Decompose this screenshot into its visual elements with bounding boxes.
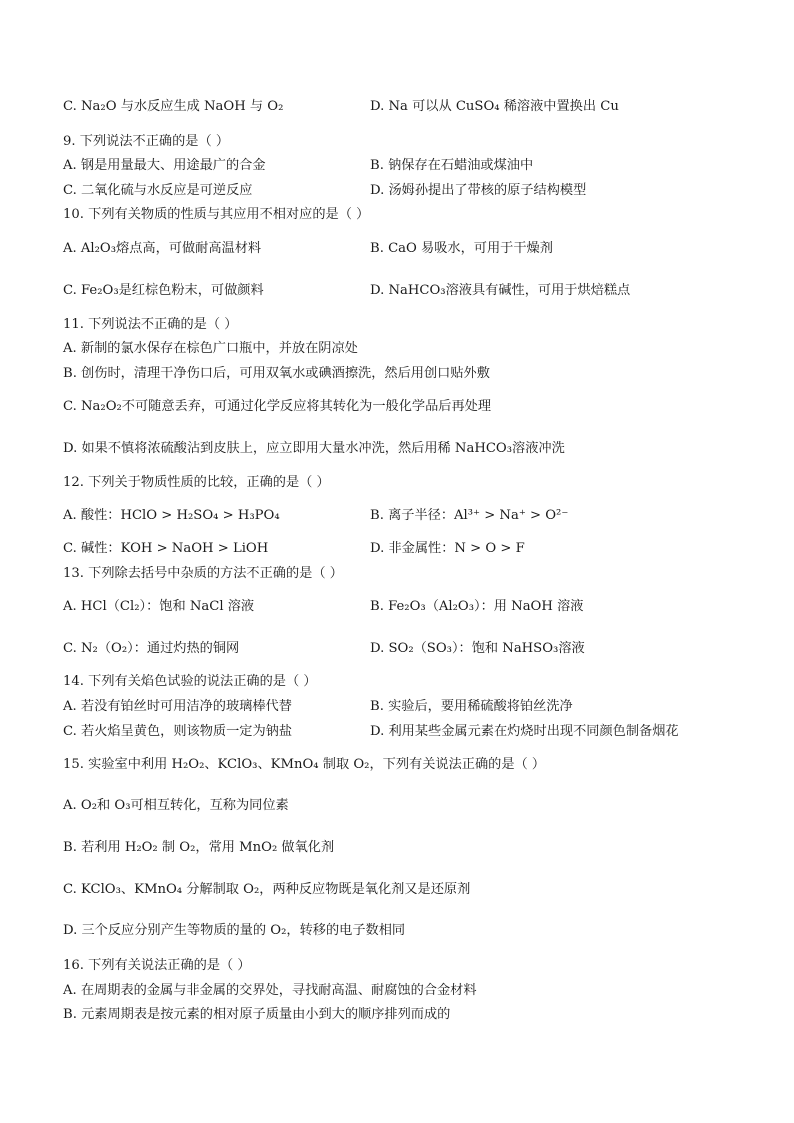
q11-option-b: B. 创伤时，清理干净伤口后，可用双氧水或碘酒擦洗，然后用创口贴外敷 (63, 366, 490, 381)
q9-option-a: A. 钢是用量最大、用途最广的合金 (63, 158, 266, 173)
q10-option-c: C. Fe₂O₃是红棕色粉末，可做颜料 (63, 283, 264, 298)
q12-option-c: C. 碱性：KOH > NaOH > LiOH (63, 541, 269, 556)
q11-option-a: A. 新制的氯水保存在棕色广口瓶中，并放在阴凉处 (63, 341, 358, 356)
q15-option-c: C. KClO₃、KMnO₄ 分解制取 O₂，两种反应物既是氧化剂又是还原剂 (63, 882, 471, 897)
q11-option-c: C. Na₂O₂不可随意丢弃，可通过化学反应将其转化为一般化学品后再处理 (63, 399, 492, 414)
q12-option-d: D. 非金属性：N > O > F (370, 541, 525, 556)
q8-option-d: D. Na 可以从 CuSO₄ 稀溶液中置换出 Cu (370, 99, 619, 114)
q9-option-c: C. 二氧化硫与水反应是可逆反应 (63, 183, 253, 198)
q16-stem: 16. 下列有关说法正确的是（ ） (63, 958, 251, 973)
q16-option-b: B. 元素周期表是按元素的相对原子质量由小到大的顺序排列而成的 (63, 1007, 451, 1022)
q12-option-b: B. 离子半径：Al³⁺ > Na⁺ > O²⁻ (370, 508, 569, 523)
q15-option-d: D. 三个反应分别产生等物质的量的 O₂，转移的电子数相同 (63, 923, 406, 938)
q14-option-b: B. 实验后，要用稀硫酸将铂丝洗净 (370, 699, 573, 714)
q14-option-c: C. 若火焰呈黄色，则该物质一定为钠盐 (63, 724, 293, 739)
q9-option-b: B. 钠保存在石蜡油或煤油中 (370, 158, 534, 173)
q15-option-a: A. O₂和 O₃可相互转化，互称为同位素 (63, 798, 289, 813)
q13-stem: 13. 下列除去括号中杂质的方法不正确的是（ ） (63, 566, 343, 581)
q14-stem: 14. 下列有关焰色试验的说法正确的是（ ） (63, 674, 317, 689)
q8-option-c: C. Na₂O 与水反应生成 NaOH 与 O₂ (63, 99, 284, 114)
q9-option-d: D. 汤姆孙提出了带核的原子结构模型 (370, 183, 587, 198)
q13-option-c: C. N₂（O₂）：通过灼热的铜网 (63, 641, 240, 656)
q13-option-a: A. HCl（Cl₂）：饱和 NaCl 溶液 (63, 599, 255, 614)
q15-stem: 15. 实验室中利用 H₂O₂、KClO₃、KMnO₄ 制取 O₂，下列有关说法正确的是（ ） (63, 757, 546, 772)
q12-option-a: A. 酸性：HClO > H₂SO₄ > H₃PO₄ (63, 508, 280, 523)
q15-option-b: B. 若利用 H₂O₂ 制 O₂，常用 MnO₂ 做氧化剂 (63, 840, 335, 855)
q11-stem: 11. 下列说法不正确的是（ ） (63, 317, 238, 332)
q13-option-d: D. SO₂（SO₃）：饱和 NaHSO₃溶液 (370, 641, 585, 656)
q14-option-d: D. 利用某些金属元素在灼烧时出现不同颜色制备烟花 (370, 724, 679, 739)
q11-option-d: D. 如果不慎将浓硫酸沾到皮肤上，应立即用大量水冲洗，然后用稀 NaHCO₃溶液冲洗 (63, 441, 565, 456)
q9-stem: 9. 下列说法不正确的是（ ） (63, 134, 230, 149)
q13-option-b: B. Fe₂O₃（Al₂O₃）：用 NaOH 溶液 (370, 599, 584, 614)
q16-option-a: A. 在周期表的金属与非金属的交界处，寻找耐高温、耐腐蚀的合金材料 (63, 983, 477, 998)
q10-option-b: B. CaO 易吸水，可用于干燥剂 (370, 241, 553, 256)
q10-option-d: D. NaHCO₃溶液具有碱性，可用于烘焙糕点 (370, 283, 631, 298)
q10-option-a: A. Al₂O₃熔点高，可做耐高温材料 (63, 241, 262, 256)
q14-option-a: A. 若没有铂丝时可用洁净的玻璃棒代替 (63, 699, 292, 714)
q12-stem: 12. 下列关于物质性质的比较，正确的是（ ） (63, 475, 330, 490)
q10-stem: 10. 下列有关物质的性质与其应用不相对应的是（ ） (63, 207, 370, 222)
